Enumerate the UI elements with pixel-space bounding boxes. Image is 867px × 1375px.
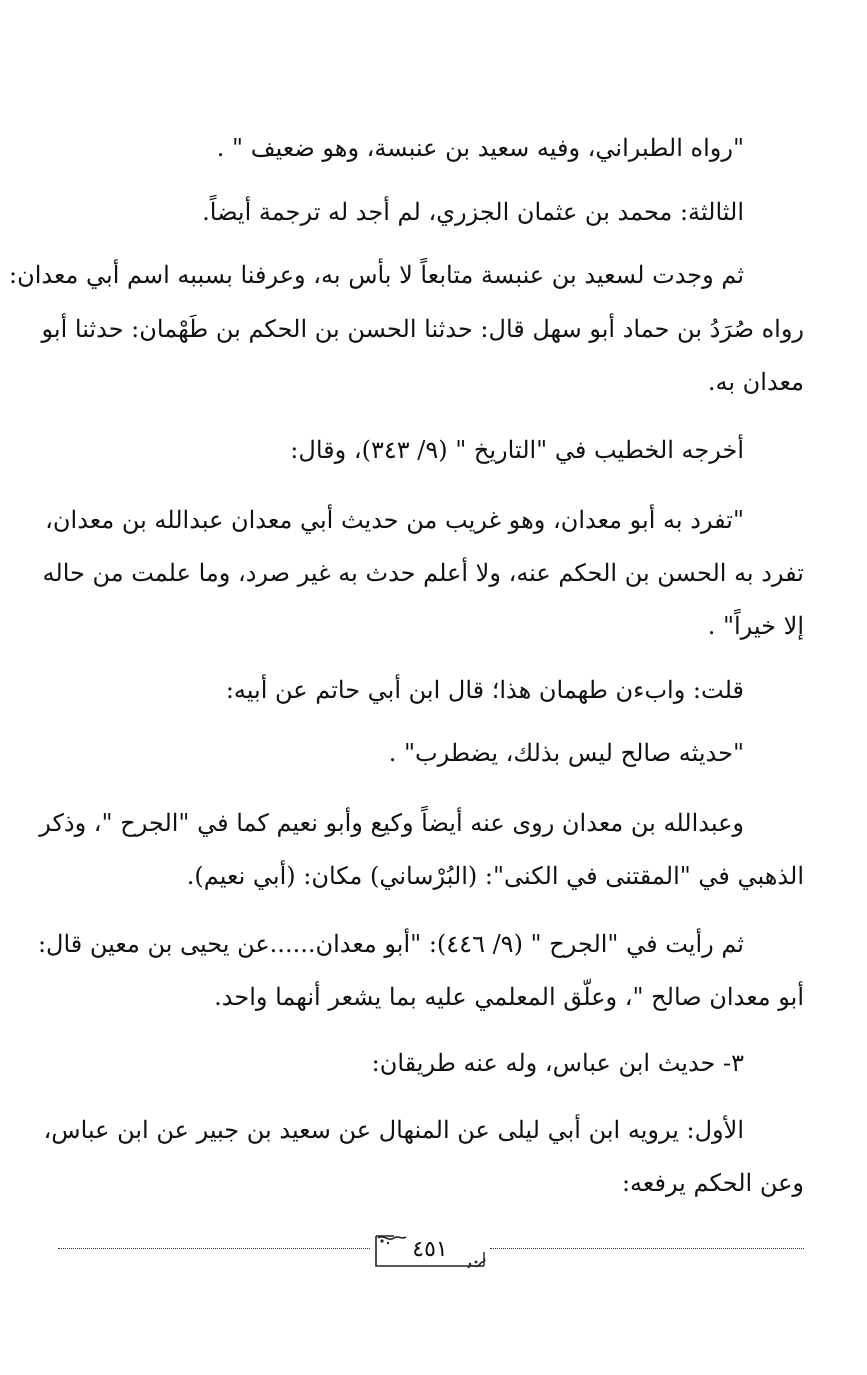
- text-line-7: "تفرد به أبو معدان، وهو غريب من حديث أبي معدان عبدالله بن معدان،: [45, 506, 744, 534]
- page-footer: [58, 1232, 804, 1276]
- text-line-1: "رواه الطبراني، وفيه سعيد بن عنبسة، وهو ضعيف " .: [216, 134, 744, 162]
- text-line-14: ثم رأيت في "الجرح " (٩/ ٤٤٦): "أبو معدان......عن يحيى بن معين قال:: [37, 930, 744, 958]
- text-line-11: "حديثه صالح ليس بذلك، يضطرب" .: [388, 739, 744, 767]
- text-line-12: وعبدالله بن معدان روى عنه أيضاً وكيع وأبو نعيم كما في "الجرح "، وذكر: [39, 809, 744, 837]
- page-body: [9, 0, 804, 1220]
- footer-dotted-rule-right: [490, 1248, 804, 1249]
- text-line-2: الثالثة: محمد بن عثمان الجزري، لم أجد له ترجمة أيضاً.: [202, 198, 744, 226]
- text-line-16: ٣- حديث ابن عباس، وله عنه طريقان:: [371, 1049, 744, 1077]
- text-line-13: الذهبي في "المقتنى في الكنى": (البُرْساني) مكان: (أبي نعيم).: [186, 862, 804, 890]
- page-number: ٤٥١: [412, 1237, 448, 1262]
- text-line-3: ثم وجدت لسعيد بن عنبسة متابعاً لا بأس به، وعرفنا بسببه اسم أبي معدان:: [9, 261, 744, 289]
- page-number-frame: [372, 1232, 488, 1268]
- text-line-17: الأول: يرويه ابن أبي ليلى عن المنهال عن سعيد بن جبير عن ابن عباس،: [43, 1116, 744, 1144]
- text-line-4: رواه صُرَدُ بن حماد أبو سهل قال: حدثنا الحسن بن الحكم بن طَهْمان: حدثنا أبو: [41, 315, 804, 343]
- text-line-10: قلت: وابءن طهمان هذا؛ قال ابن أبي حاتم عن أبيه:: [225, 676, 744, 704]
- text-line-6: أخرجه الخطيب في "التاريخ " (٩/ ٣٤٣)، وقال:: [290, 436, 744, 464]
- text-line-5: معدان به.: [707, 368, 804, 396]
- text-line-8: تفرد به الحسن بن الحكم عنه، ولا أعلم حدث به غير صرد، وما علمت من حاله: [42, 559, 804, 587]
- text-line-18: وعن الحكم يرفعه:: [621, 1169, 804, 1197]
- footer-dotted-rule-left: [58, 1248, 370, 1249]
- text-line-15: أبو معدان صالح "، وعلّق المعلمي عليه بما يشعر أنهما واحد.: [214, 983, 804, 1011]
- text-line-9: إلا خيراً" .: [707, 612, 804, 640]
